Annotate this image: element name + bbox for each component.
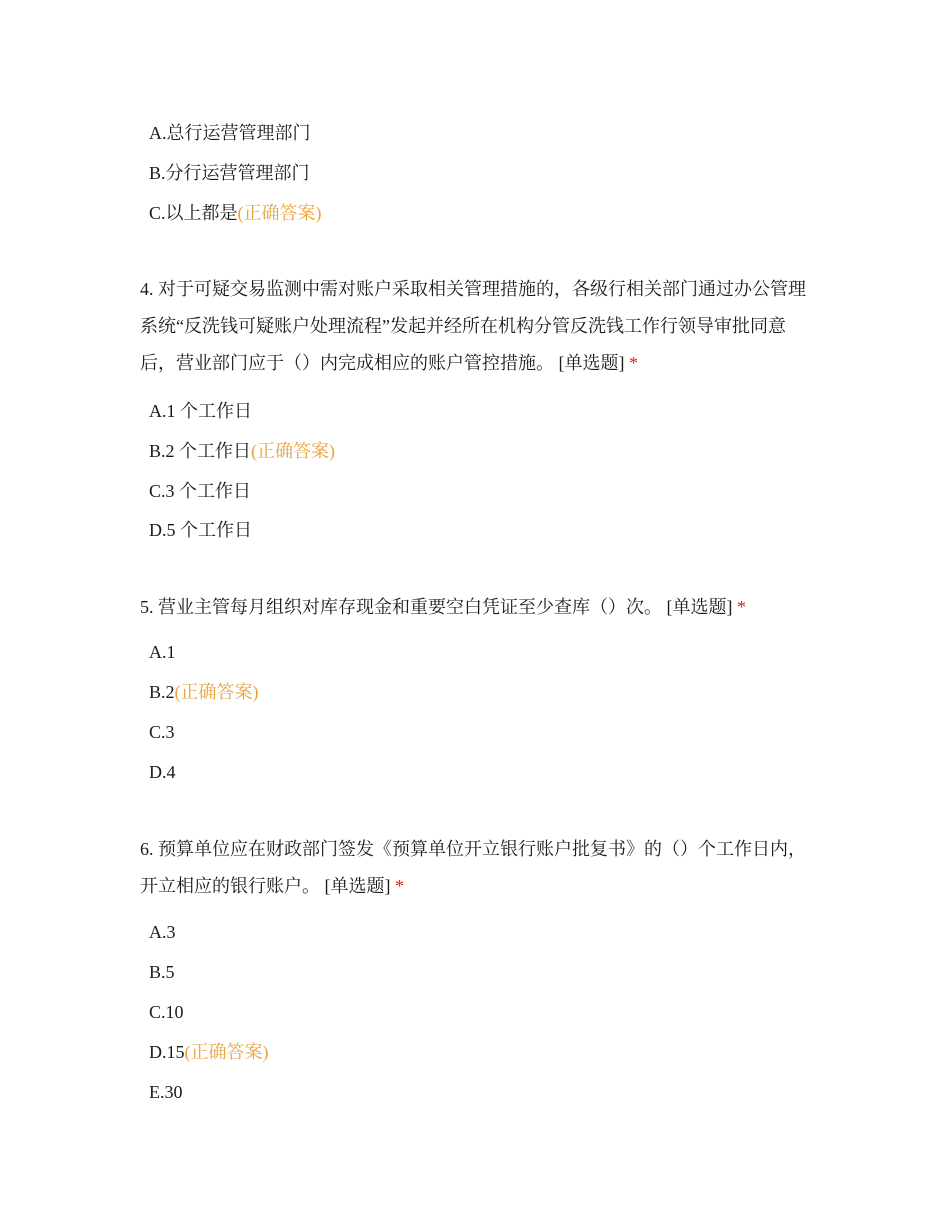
option-text: A.3 [149, 922, 176, 942]
q5-option-b [149, 680, 259, 704]
q6-option-c [149, 1000, 184, 1024]
question-text: 预算单位应在财政部门签发《预算单位开立银行账户批复书》的（）个工作日内，开立相应的银行账户。 [140, 839, 806, 896]
q4-option-b [149, 439, 335, 463]
option-text: C.10 [149, 1002, 184, 1022]
question-5 [140, 589, 820, 626]
option-text: C.3 个工作日 [149, 481, 252, 501]
question-type-tag: [单选题] [666, 597, 733, 617]
option-text: B.分行运营管理部门 [149, 163, 310, 183]
option-text: A.1 [149, 642, 176, 662]
correct-answer-label: (正确答案) [174, 682, 259, 702]
q5-option-c [149, 720, 175, 744]
q6-option-d [149, 1040, 269, 1064]
option-text: A.1 个工作日 [149, 401, 252, 421]
option-text: D.4 [149, 762, 176, 782]
option-text: B.2 个工作日 [149, 441, 252, 461]
q5-option-a [149, 640, 176, 664]
required-mark: * [629, 353, 638, 373]
q5-option-d [149, 760, 176, 784]
option-text: B.5 [149, 962, 175, 982]
option-text: B.2 [149, 682, 175, 702]
question-text: 营业主管每月组织对库存现金和重要空白凭证至少查库（）次。 [158, 597, 662, 617]
q4-option-a [149, 399, 252, 423]
question-number: 4. [140, 279, 154, 299]
q4-option-c [149, 479, 251, 503]
question-text: 对于可疑交易监测中需对账户采取相关管理措施的，各级行相关部门通过办公管理系统“反洗钱可疑账户处理流程”发起并经所在机构分管反洗钱工作行领导审批同意后，营业部门应于（）内完成相应的账户管控措施。 [140, 279, 806, 373]
required-mark: * [395, 876, 404, 896]
q6-option-b [149, 960, 175, 984]
q3-option-a [149, 121, 311, 145]
q3-option-c [149, 201, 322, 225]
option-text: C.以上都是 [149, 203, 238, 223]
correct-answer-label: (正确答案) [251, 441, 336, 461]
question-type-tag: [单选题] [558, 353, 625, 373]
required-mark: * [737, 597, 746, 617]
option-text: A.总行运营管理部门 [149, 123, 311, 143]
option-text: E.30 [149, 1082, 183, 1102]
question-number: 5. [140, 597, 154, 617]
option-text: D.15 [149, 1042, 185, 1062]
q3-option-b [149, 161, 310, 185]
question-number: 6. [140, 839, 154, 859]
correct-answer-label: (正确答案) [184, 1042, 269, 1062]
question-type-tag: [单选题] [324, 876, 391, 896]
option-text: D.5 个工作日 [149, 520, 252, 540]
correct-answer-label: (正确答案) [237, 203, 322, 223]
q6-option-e [149, 1080, 183, 1104]
question-4 [140, 271, 820, 382]
question-6 [140, 831, 820, 905]
q6-option-a [149, 920, 176, 944]
q4-option-d [149, 518, 252, 542]
option-text: C.3 [149, 722, 175, 742]
